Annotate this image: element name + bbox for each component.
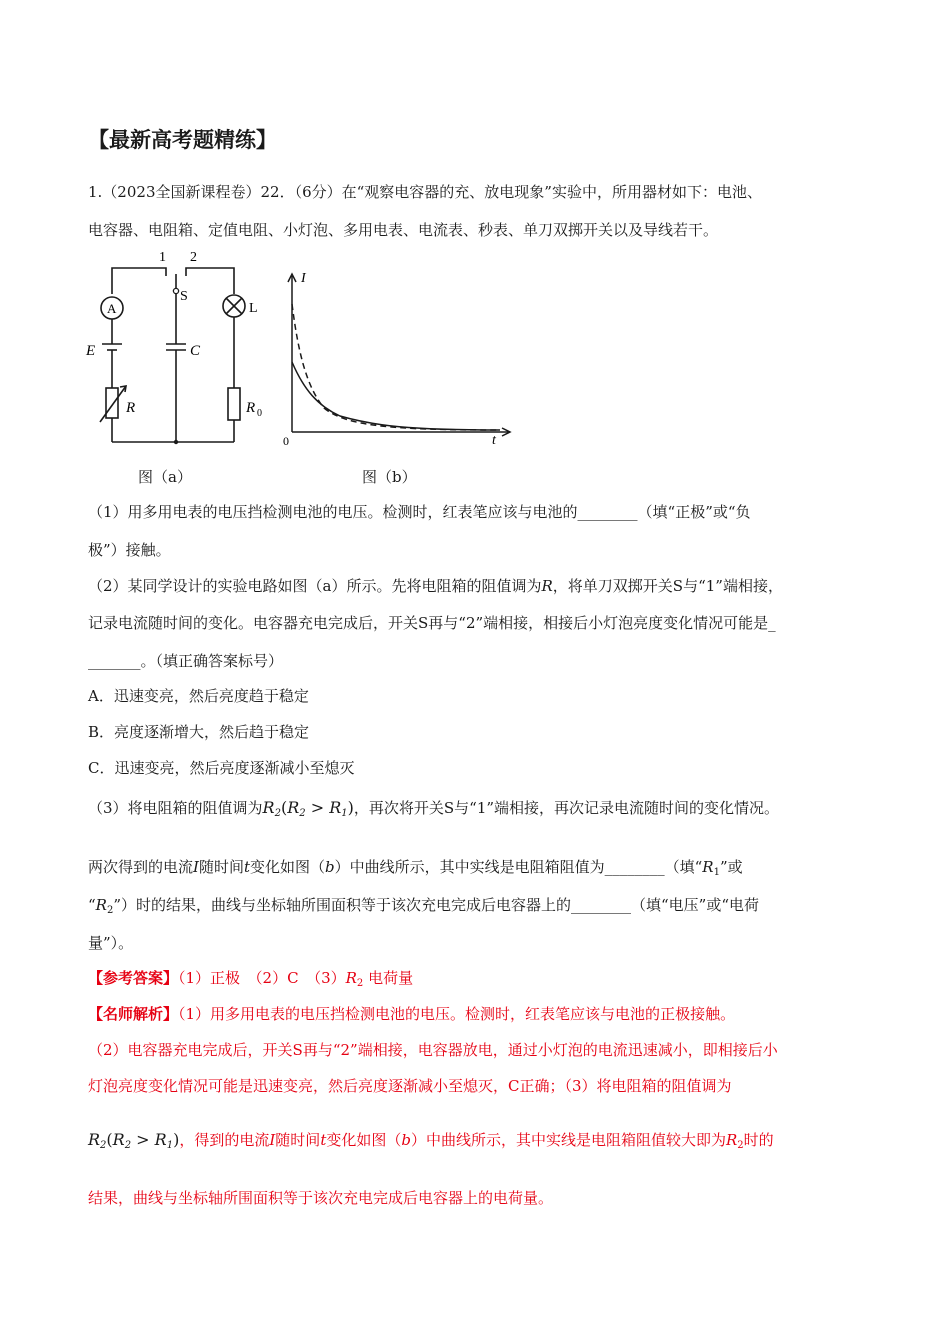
part3-line-4: 量”）。 bbox=[88, 934, 134, 952]
solid-curve bbox=[292, 362, 500, 430]
circuit-diagram bbox=[80, 246, 280, 452]
ammeter-label: A bbox=[107, 301, 117, 316]
option-a: A．迅速变亮，然后亮度趋于稳定 bbox=[88, 687, 309, 705]
analysis-line-5: 结果，曲线与坐标轴所围面积等于该次充电完成后电容器上的电荷量。 bbox=[88, 1189, 554, 1207]
part3-line-1: （3）将电阻箱的阻值调为$R_2(R_2 > R_1)$，再次将开关S与“1”端相接，再次记录电流随时间的变化情况。 bbox=[88, 798, 780, 819]
part2-line-1: （2）某同学设计的实验电路如图（a）所示。先将电阻箱的阻值调为R，将单刀双掷开关S与“1”端相接， bbox=[88, 577, 783, 595]
y-axis-label: I bbox=[301, 271, 306, 286]
origin-label: 0 bbox=[283, 434, 289, 446]
capacitor-label: C bbox=[190, 343, 201, 359]
analysis-resistance-condition: $R_2(R_2 > R_1)$ bbox=[88, 1130, 180, 1151]
analysis-line-2: （2）电容器充电完成后，开关S再与“2”端相接，电容器放电，通过小灯泡的电流迅速减小，即相接后小 bbox=[88, 1041, 778, 1059]
analysis-line-3: 灯泡亮度变化情况可能是迅速变亮，然后亮度逐渐减小至熄灭，C正确；（3）将电阻箱的阻值调为 bbox=[88, 1077, 732, 1095]
switch-label: S bbox=[180, 289, 188, 304]
part2-line-2: 记录电流随时间的变化。电容器充电完成后，开关S再与“2”端相接，相接后小灯泡亮度变化情况可能是_ bbox=[88, 614, 776, 632]
question-intro-line-1: 1.（2023全国新课程卷）22．（6分）在“观察电容器的充、放电现象”实验中，所用器材如下：电池、 bbox=[88, 183, 762, 201]
contact-1-label: 1 bbox=[159, 250, 166, 265]
analysis-line-4: $R_2(R_2 > R_1)$，得到的电流I随时间t变化如图（b）中曲线所示，其中实线是电阻箱阻值较大即为$R_2$时的 bbox=[88, 1130, 774, 1151]
part1-line-2: 极”）接触。 bbox=[88, 541, 171, 559]
part2-line-3: _______。（填正确答案标号） bbox=[88, 652, 284, 670]
section-heading: 【最新高考题精练】 bbox=[88, 128, 277, 152]
analysis-line-1: 【名师解析】（1）用多用电表的电压挡检测电池的电压。检测时，红表笔应该与电池的正极接触。 bbox=[88, 1005, 736, 1023]
option-b: B．亮度逐渐增大，然后趋于稳定 bbox=[88, 723, 310, 741]
fixed-resistor-label: R bbox=[246, 400, 256, 416]
dashed-curve bbox=[292, 304, 500, 430]
part3-line-3: “$R_2$”）时的结果，曲线与坐标轴所围面积等于该次充电完成后电容器上的________（填“电压”或“电荷 bbox=[88, 896, 760, 916]
battery-label: E bbox=[86, 343, 96, 359]
figure-b-caption: 图（b） bbox=[362, 468, 417, 486]
lamp-label: L bbox=[249, 301, 258, 316]
part1-line-1: （1）用多用电表的电压挡检测电池的电压。检测时，红表笔应该与电池的________（填“正极”或“负 bbox=[88, 503, 751, 521]
part3-line-2: 两次得到的电流I随时间t变化如图（b）中曲线所示，其中实线是电阻箱阻值为________（填“$R_1$”或 bbox=[88, 858, 743, 878]
reference-answer: 【参考答案】（1）正极 （2）C $(3)R_2$ 电荷量 bbox=[88, 969, 414, 989]
resistance-condition: $R_2(R_2 > R_1)$ bbox=[262, 798, 354, 819]
fixed-resistor-subscript: 0 bbox=[257, 408, 262, 419]
contact-2-label: 2 bbox=[190, 250, 197, 265]
question-intro-line-2: 电容器、电阻箱、定值电阻、小灯泡、多用电表、电流表、秒表、单刀双掷开关以及导线若干。 bbox=[88, 221, 719, 239]
current-time-graph bbox=[280, 266, 520, 446]
option-c: C．迅速变亮，然后亮度逐渐减小至熄灭 bbox=[88, 759, 355, 777]
rheostat-label: R bbox=[126, 400, 136, 416]
x-axis-label: t bbox=[492, 433, 496, 446]
figure-a-caption: 图（a） bbox=[138, 468, 192, 486]
